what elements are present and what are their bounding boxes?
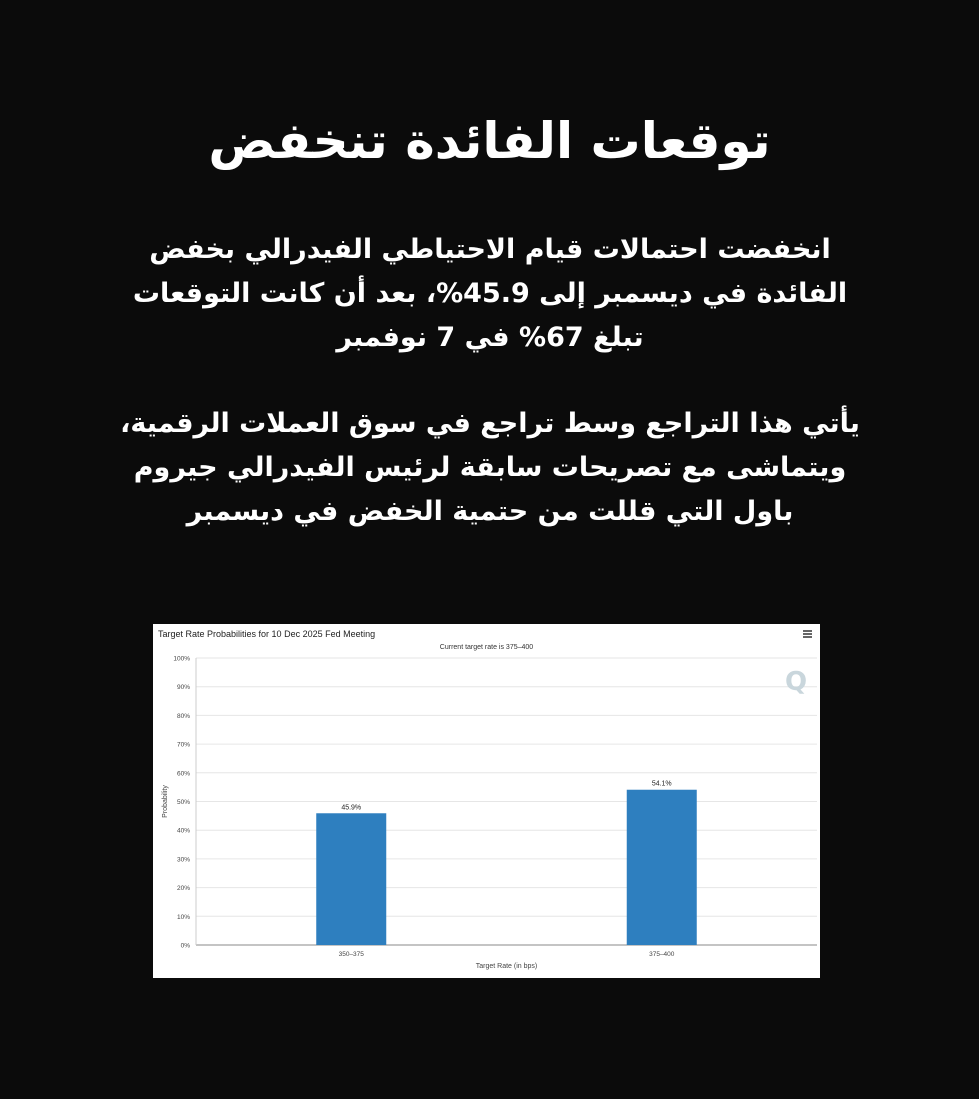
watermark-logo: Q (785, 667, 808, 697)
y-tick-label: 40% (176, 827, 190, 835)
y-tick-label: 0% (180, 942, 190, 950)
data-label: 45.9% (341, 804, 362, 812)
x-axis-label: Target Rate (in bps) (475, 963, 538, 970)
y-tick-label: 100% (173, 655, 190, 663)
hamburger-menu-icon[interactable] (803, 630, 812, 638)
y-tick-label: 30% (176, 856, 190, 864)
y-tick-label: 60% (176, 770, 190, 778)
paragraph-2 (90, 402, 890, 534)
x-tick-label: 375–400 (649, 951, 675, 958)
y-tick-label: 70% (176, 741, 190, 749)
bar (316, 813, 386, 945)
y-tick-label: 10% (176, 913, 190, 921)
bar (627, 790, 697, 945)
x-tick-label: 350–375 (338, 951, 364, 958)
y-tick-label: 50% (176, 799, 190, 806)
data-label: 54.1% (651, 780, 672, 788)
y-tick-label: 80% (176, 712, 190, 720)
chart-title: Target Rate Probabilities for 10 Dec 2025 Fed Meeting (158, 629, 376, 639)
paragraph-2-line: ويتماشى مع تصريحات سابقة لرئيس الفيدرالي جيروم (133, 452, 847, 483)
chart-subtitle: Current target rate is 375–400 (439, 644, 534, 651)
chart-svg (153, 624, 820, 978)
y-tick-label: 90% (176, 684, 190, 692)
paragraph-1-line: انخفضت احتمالات قيام الاحتياطي الفيدرالي بخفض (149, 234, 831, 265)
paragraph-2-line: باول التي قللت من حتمية الخفض في ديسمبر (186, 496, 794, 527)
y-tick-label: 20% (176, 885, 190, 893)
chart-card (153, 624, 820, 978)
paragraph-2-line: يأتي هذا التراجع وسط تراجع في سوق العملات الرقمية، (120, 408, 860, 439)
y-axis-label: Probability (162, 785, 169, 818)
headline: توقعات الفائدة تنخفض (208, 112, 771, 170)
paragraph-1-line: الفائدة في ديسمبر إلى 45.9%، بعد أن كانت التوقعات (132, 278, 848, 309)
paragraph-1 (90, 228, 890, 360)
paragraph-1-line: تبلغ 67% في 7 نوفمبر (336, 322, 644, 353)
